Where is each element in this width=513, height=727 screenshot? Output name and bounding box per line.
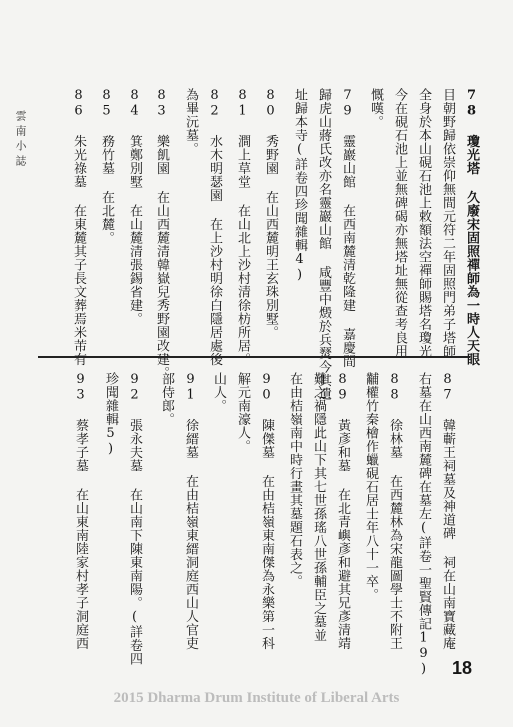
text-column: 解元南濠人。 <box>235 372 250 453</box>
page-number: 18 <box>452 658 473 678</box>
text-column: 黼權竹秦檜作蠟硯石居士年八十一卒。 <box>363 372 378 602</box>
text-column: 右墓在山西南麓碑在墓左(詳卷一聖賢傳記19) <box>416 372 431 677</box>
entry-86-column: 86 朱光祿墓 在東麓其子長文葬焉米芾有 <box>71 88 86 366</box>
entry-90-column: 90 陳傑墓 在由桔嶺東南傑為永樂第一科 <box>259 372 274 650</box>
entry-93-column: 93 蔡孝子墓 在山東南陸家村孝子洞庭西 <box>73 372 88 650</box>
entry-82-column: 82 水木明瑟園 在上沙村明徐白隱居處後 <box>207 88 222 366</box>
text-column: 珍聞雜輯5) <box>103 372 118 457</box>
text-column: 慨嘆。 <box>368 88 383 129</box>
entry-81-column: 81 澗上草堂 在山北上沙村清徐枋所居。 <box>235 88 250 366</box>
text-column: 全身於本山硯石池上敕額法空禪師賜塔名瓊光 <box>416 88 431 358</box>
text-column: 為畢沅墓。 <box>183 88 198 156</box>
entry-87-column: 87 韓蘄王祠墓及神道碑 祠在山南寶藏庵 <box>440 372 455 650</box>
watermark-text: 2015 Dharma Drum Institute of Liberal Arts <box>113 690 400 706</box>
text-column: 難之禍隱此山下其七世孫瑤八世孫輔臣之墓並 <box>311 372 326 642</box>
entry-78-heading-column: 78 瓊光塔 久廢宋固照禪師為一時人天眼 <box>464 88 479 366</box>
entry-79-column: 79 靈巖山館 在西南麓清乾隆建 嘉慶間 <box>340 88 355 368</box>
text-column: 山人。 <box>211 372 226 413</box>
entry-84-column: 84 箕鄭別墅 在山麓清張錫省建。 <box>127 88 142 326</box>
text-column: 址歸本寺(詳卷四珍聞雜輯4) <box>292 88 307 283</box>
section-divider <box>38 356 470 358</box>
entry-88-column: 88 徐林墓 在西麓林為宋龍圖學士不附王 <box>387 372 402 650</box>
text-column: 部侍郎。 <box>159 372 174 426</box>
text-column: 目朝野歸依崇仰無間元符二年固照門弟子塔師 <box>440 88 455 358</box>
running-title: 雲南小誌 <box>14 110 27 170</box>
entry-89-column: 89 黃彥和墓 在北青嶼彥和避其兄彥清靖 <box>335 372 350 650</box>
entry-91-column: 91 徐縉墓 在由桔嶺東縉洞庭西山人官吏 <box>183 372 198 650</box>
text-column: 在由桔嶺南中時行畫其墓題石表之。 <box>287 372 302 588</box>
entry-83-column: 83 樂飢園 在山西麓清韓嶽兒秀野園改建。 <box>154 88 169 380</box>
text-column: 歸虎山蔣氏改亦名靈巖山館 咸豐中燬於兵燹今其遺 <box>316 88 331 401</box>
entry-85-column: 85 務竹墓 在北麓。 <box>99 88 114 245</box>
entry-92-column: 92 張永夫墓 在山南下陳東南陽。(詳卷四 <box>127 372 142 666</box>
entry-80-column: 80 秀野園 在山西麓明王玄珠別墅。 <box>263 88 278 339</box>
text-column: 今在硯石池上並無碑碣亦無塔址無從查考良用 <box>392 88 407 358</box>
